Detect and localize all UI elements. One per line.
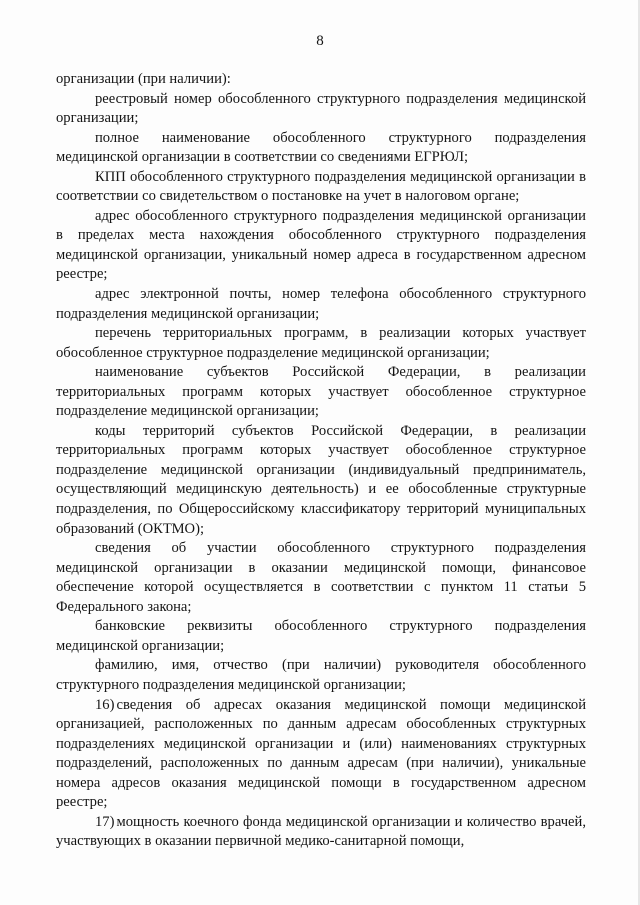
paragraph-text: мощность коечного фонда медицинской организации и количество врачей, участвующих в оказании первичной медико-санитарной помощи, xyxy=(56,813,586,850)
paragraph-participation-info xyxy=(56,539,586,617)
paragraph-text: сведения об участии обособленного структурного подразделения медицинской организации в оказании медицинской помощи, финансовое обеспечение которой осуществляется в соответствии с пунктом 11 статьи 5 Федерального закона; xyxy=(56,540,586,615)
paragraph-kpp xyxy=(56,168,586,207)
paragraph-subjects-names xyxy=(56,363,586,422)
paragraph-registry-number xyxy=(56,90,586,129)
paragraph-oktmo-codes xyxy=(56,422,586,539)
paragraph-text: адрес обособленного структурного подразделения медицинской организации в пределах места нахождения обособленного структурного подразделения медицинской организации, уникальный номер адреса в государственном адресном реестре; xyxy=(56,207,586,283)
paragraph-text: адрес электронной почты, номер телефона обособленного структурного подразделения медицинской организации; xyxy=(56,286,586,322)
paragraph-head-name xyxy=(56,656,586,695)
paragraph-item-16 xyxy=(56,696,586,813)
paragraph-text: сведения об адресах оказания медицинской помощи медицинской организацией, расположенных по данным адресам обособленных структурных подразделениях медицинской организации и (или) наименованиях структурных подразделений, расположенных по данным адресам (при наличии), уникальные номера адресов оказания медицинской помощи в государственном адресном реестре; xyxy=(56,696,586,811)
paragraph-bank-details xyxy=(56,617,586,656)
page-number: 8 xyxy=(316,33,324,49)
paragraph-text: фамилию, имя, отчество (при наличии) руководителя обособленного структурного подразделения медицинской организации; xyxy=(56,657,586,693)
paragraph-text: наименование субъектов Российской Федерации, в реализации территориальных программ которых участвует обособленное структурное подразделение медицинской организации; xyxy=(56,364,586,420)
paragraph-text: перечень территориальных программ, в реализации которых участвует обособленное структурное подразделение медицинской организации; xyxy=(56,325,586,361)
paragraph-text: коды территорий субъектов Российской Федерации, в реализации территориальных программ которых участвует обособленное структурное подразделение медицинской организации (индивидуальный предприниматель, осуществляющий медицинскую деятельность) и ее обособленные структурные подразделения, по Общероссийскому классификатору территорий муниципальных образований (ОКТМО); xyxy=(56,422,586,537)
item-number: 16) xyxy=(95,696,115,713)
paragraph-full-name xyxy=(56,129,586,168)
paragraph-text: КПП обособленного структурного подразделения медицинской организации в соответствии со свидетельством о постановке на учет в налоговом органе; xyxy=(56,168,586,205)
paragraph-address xyxy=(56,207,586,285)
item-number: 17) xyxy=(95,813,115,830)
paragraph-text: организации (при наличии): xyxy=(56,71,231,87)
paragraph-text: банковские реквизиты обособленного структурного подразделения медицинской организации; xyxy=(56,618,586,654)
paragraph-email-phone xyxy=(56,285,586,324)
paragraph-programs-list xyxy=(56,324,586,363)
paragraph-text: полное наименование обособленного структурного подразделения медицинской организации в соответствии со сведениями ЕГРЮЛ; xyxy=(56,129,586,166)
paragraph-item-17 xyxy=(56,813,586,852)
paragraph-text: реестровый номер обособленного структурного подразделения медицинской организации; xyxy=(56,90,586,127)
document-body xyxy=(56,70,586,852)
paragraph-continuation xyxy=(56,70,586,90)
